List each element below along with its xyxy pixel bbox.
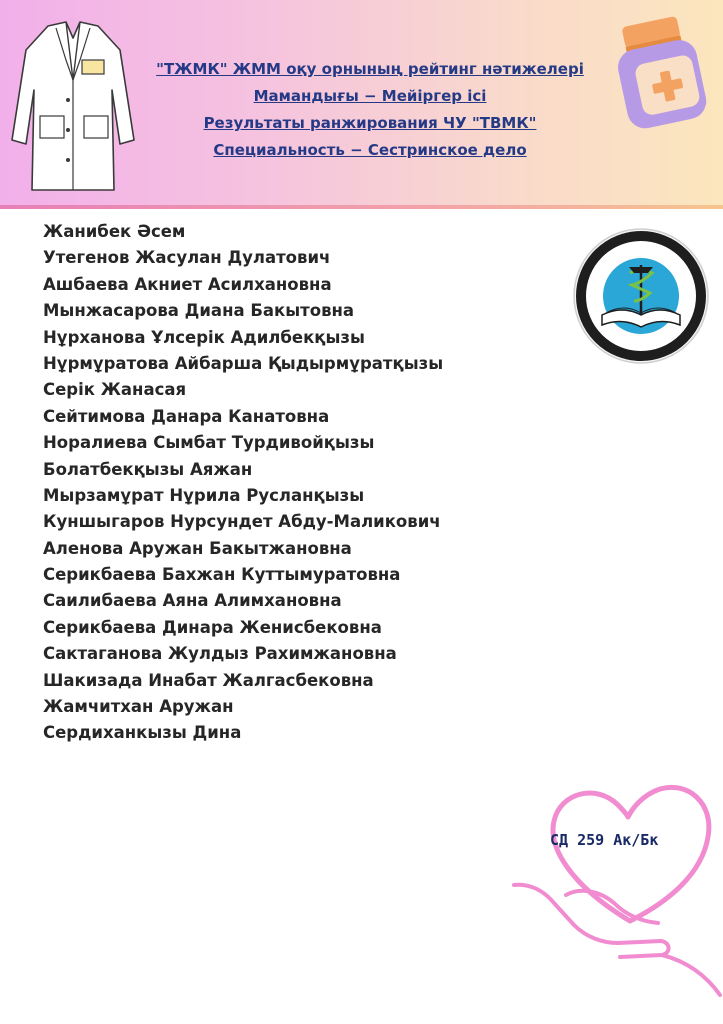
header-titles [130,60,610,168]
student-name: Серикбаева Динара Женисбековна [43,617,382,637]
student-name: Сактаганова Жулдыз Рахимжановна [43,644,397,664]
college-seal-logo [572,227,710,365]
title-kz-specialty: Мамандығы − Мейіргер ісі [253,87,487,105]
header-divider [0,205,723,209]
student-name: Серикбаева Бахжан Куттымуратовна [43,565,401,585]
student-name: Нұрханова Ұлсерік Адилбекқызы [43,327,365,347]
heart-hand-icon [510,775,723,1024]
title-ru-specialty: Специальность − Сестринское дело [213,141,527,159]
medicine-jar-icon [610,14,714,132]
student-name: Болатбекқызы Аяжан [43,459,253,479]
student-name: Куншыгаров Нурсундет Абду-Маликович [43,512,441,532]
title-kz-rating: "ТЖМК" ЖММ оқу орнының рейтинг нәтижелері [156,60,584,78]
student-name: Шакизада Инабат Жалгасбековна [43,670,374,690]
student-name: Утегенов Жасулан Дулатович [43,248,331,268]
student-name: Жамчитхан Аружан [43,697,234,717]
student-name: Серік Жанасая [43,380,187,400]
student-name: Ашбаева Акниет Асилхановна [43,274,332,294]
student-name: Сердиханкызы Дина [43,723,242,743]
student-name: Сейтимова Данара Канатовна [43,406,330,426]
title-ru-rating: Результаты ранжирования ЧУ "ТВМК" [203,114,537,132]
student-name: Жанибек Әсем [43,222,186,241]
student-name: Нұрмұратова Айбарша Қыдырмұратқызы [43,353,444,373]
student-name: Норалиева Сымбат Турдивойқызы [43,433,375,453]
student-name: Мынжасарова Диана Бакытовна [43,301,355,321]
group-code-label: СД 259 Ак/Бк [550,831,659,849]
student-name: Саилибаева Аяна Алимхановна [43,591,342,611]
student-name: Аленова Аружан Бакытжановна [43,538,352,558]
student-name: Мырзамұрат Нұрила Русланқызы [43,485,365,505]
lab-coat-icon [8,20,138,198]
